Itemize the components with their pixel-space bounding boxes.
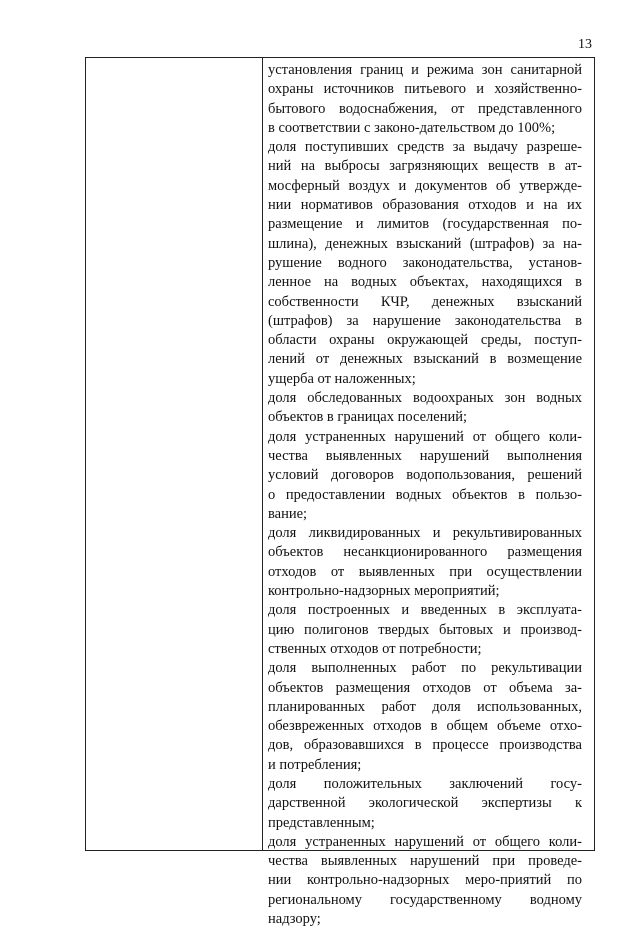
text-line: доля устраненных нарушений от общего коли- xyxy=(268,428,582,445)
document-table xyxy=(85,57,595,928)
text-line: ленное на водных объектах, находящихся в xyxy=(268,274,582,291)
text-line: чества выявленных нарушений выполнения xyxy=(268,447,582,464)
text-line: доля построенных и введенных в эксплуата- xyxy=(268,602,582,619)
text-line: области охраны окружающей среды, поступ- xyxy=(268,332,582,349)
text-line: доля положительных заключений госу- xyxy=(268,775,582,792)
text-line: доля устраненных нарушений от общего коли- xyxy=(268,833,582,850)
text-line: региональному государственному водному xyxy=(268,891,582,908)
text-line: доля поступивших средств за выдачу разреше- xyxy=(268,139,582,156)
text-line: бытового водоснабжения, от представленного xyxy=(268,100,582,117)
table-right-cell xyxy=(263,58,594,928)
text-line: нии контрольно-надзорных меро-приятий по xyxy=(268,872,582,889)
text-line: планированных работ доля использованных, xyxy=(268,698,582,715)
text-line: обезвреженных отходов в общем объеме отхо- xyxy=(268,718,582,735)
text-line: ственных отходов от потребности; xyxy=(268,640,482,657)
text-line: ущерба от наложенных; xyxy=(268,370,416,387)
text-line: нии нормативов образования отходов и на их xyxy=(268,197,582,214)
text-line: собственности КЧР, денежных взысканий xyxy=(268,293,582,310)
text-line: доля ликвидированных и рекультивированных xyxy=(268,525,582,542)
text-line: представленным; xyxy=(268,814,375,831)
page-number: 13 xyxy=(578,37,592,52)
text-line: объектов несанкционированного размещения xyxy=(268,544,582,561)
text-line: мосферный воздух и документов об утвержде- xyxy=(268,177,582,194)
text-line: установления границ и режима зон санитарной xyxy=(268,62,582,78)
text-line: доля обследованных водоохраных зон водных xyxy=(268,390,582,407)
text-line: дов, образовавшихся в процессе производства xyxy=(268,737,582,754)
text-line: охраны источников питьевого и хозяйственно- xyxy=(268,81,582,98)
text-line: надзору; xyxy=(268,911,321,928)
text-line: и потребления; xyxy=(268,756,362,773)
text-line: вание; xyxy=(268,505,308,522)
text-line: дарственной экологической экспертизы к xyxy=(268,795,582,812)
text-line: объектов размещения отходов от объема за- xyxy=(268,679,582,696)
text-line: ний на выбросы загрязняющих веществ в ат- xyxy=(268,158,582,175)
text-line: чества выявленных нарушений при проведе- xyxy=(268,853,582,870)
text-line: условий договоров водопользования, решений xyxy=(268,467,582,484)
text-line: доля выполненных работ по рекультивации xyxy=(268,660,582,677)
text-line: рушение водного законодательства, установ- xyxy=(268,254,582,271)
text-line: размещение и лимитов (государственная по- xyxy=(268,216,582,233)
table-left-cell xyxy=(86,58,263,850)
text-line: лений от денежных взысканий в возмещение xyxy=(268,351,582,368)
text-line: о предоставлении водных объектов в пользо- xyxy=(268,486,582,503)
text-line: объектов в границах поселений; xyxy=(268,409,468,426)
text-line: отходов от выявленных при осуществлении xyxy=(268,563,582,580)
text-line: шлина), денежных взысканий (штрафов) за на- xyxy=(268,235,582,252)
text-line: в соответствии с законо-дательством до 100%; xyxy=(268,119,556,136)
text-line: (штрафов) за нарушение законодательства в xyxy=(268,312,582,329)
text-line: контрольно-надзорных мероприятий; xyxy=(268,583,500,600)
text-line: цию полигонов твердых бытовых и производ- xyxy=(268,621,582,638)
